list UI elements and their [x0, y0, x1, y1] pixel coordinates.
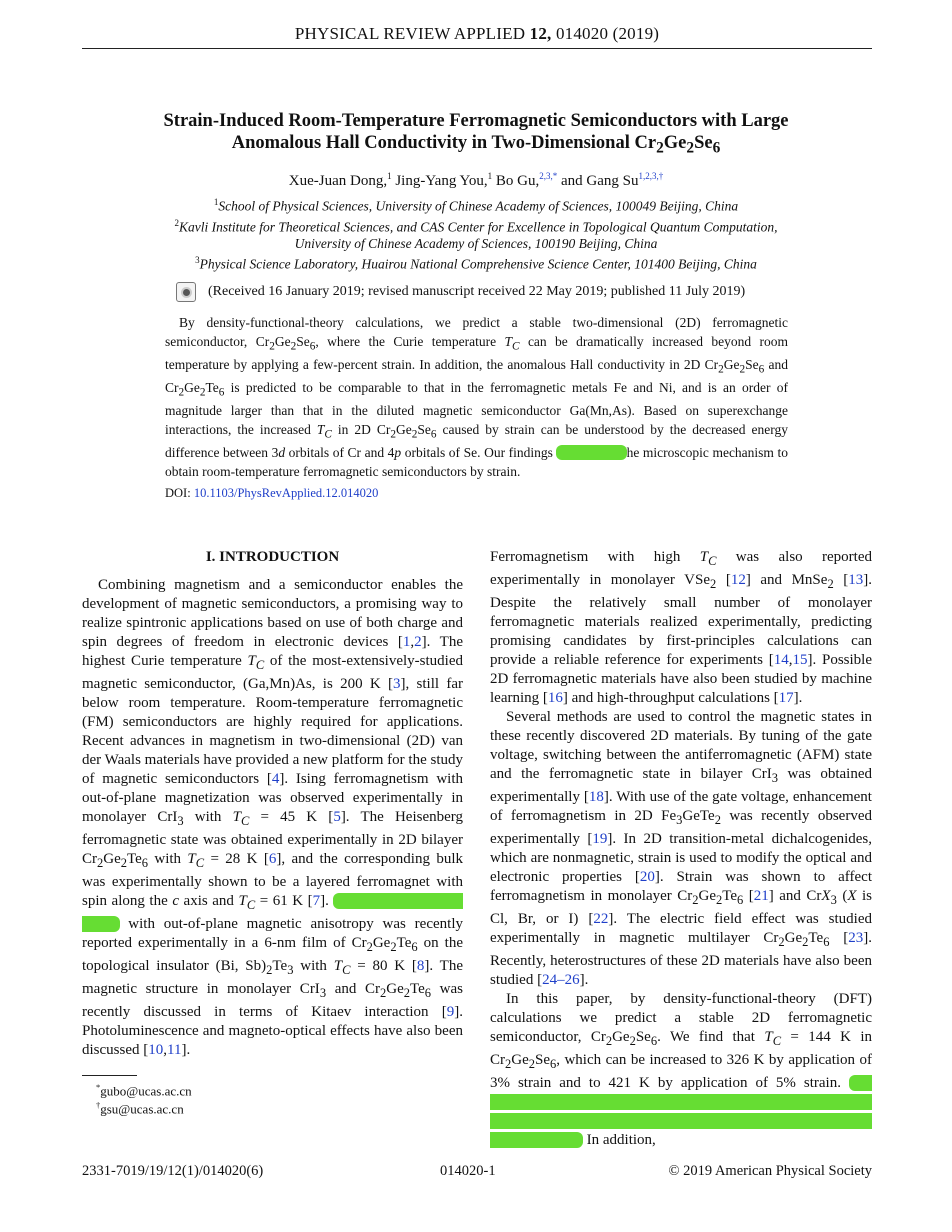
author-name: Jing-Yang You, [395, 173, 488, 189]
volume: 12, [529, 24, 552, 43]
affiliation-2: $^2$Kavli Institute for Theoretical Sciences, and CAS Center for Excellence in Topological Quantum Computation, University of Chinese Academy of Sciences, 100190 Beijing, China [174, 218, 778, 251]
author-list: Xue-Juan Dong,$^1$ Jing-Yang You,$^1$ Bo Gu,$^{2,3,*}$ and Gang Su$^{1,2,3,\dagger}$ [288, 171, 664, 189]
affiliation-3: $^3$Physical Science Laboratory, Huairou National Comprehensive Science Center, 101400 Beijing, China [195, 255, 757, 272]
journal-name: PHYSICAL REVIEW APPLIED [294, 24, 526, 43]
doi: DOI: 10.1103/PhysRevApplied.12.014020 [165, 486, 379, 500]
running-header [82, 24, 872, 44]
citation-link[interactable]: 3 [393, 676, 401, 692]
corresponding-mark[interactable]: 1,2,3,† [638, 171, 664, 181]
citation-link[interactable]: 14 [773, 652, 789, 668]
citation-link[interactable]: 23 [848, 930, 864, 946]
redaction-highlight [556, 445, 626, 460]
paragraph: Several methods are used to control the magnetic states in these recently discovered 2D materials. By tuning of the gate voltage, switching between the antiferromagnetic (AFM) state and the ferromagnetic state in bilayer CrI$_3$ was obtained experimentally [18]. With use of the gate voltage, enhancement of ferromagnetism in 2D $Fe_3GeTe_2$ was recently observed experimentally [19]. In 2D transition-metal dichalcogenides, which are nonmagnetic, strain is used to modify the optical and electronic properties [20]. Strain was shown to affect ferromagnetism in monolayer $Cr_2Ge_2Te_6$ [21] and CrX$_3$ (X is Cl, Br, or I) [22]. The electric field effect was studied experimentally in magnetic multilayer $Cr_2Ge_2Te_6$ [23]. Recently, heterostructures of these 2D materials have also been studied [24–26]. [490, 709, 873, 988]
page-number: 014020-1 [440, 1163, 496, 1179]
paper-title [110, 110, 842, 160]
citation-link[interactable]: 18 [588, 789, 604, 805]
section-heading: I. INTRODUCTION [205, 549, 340, 565]
title-line-1: Strain-Induced Room-Temperature Ferromagnetic Semiconductors with Large [163, 111, 789, 131]
footnote-rule [82, 1075, 137, 1076]
citation-link[interactable]: 11 [167, 1042, 182, 1058]
citation-link[interactable]: 20 [639, 869, 655, 885]
citation-link[interactable]: 8 [416, 958, 425, 974]
citation-link[interactable]: 10 [148, 1042, 164, 1058]
citation-link[interactable]: 7 [312, 893, 321, 909]
left-column [82, 548, 463, 1060]
citation-link[interactable]: 16 [547, 690, 563, 706]
citation-link[interactable]: 17 [778, 690, 794, 706]
citation-link[interactable]: 9 [446, 1004, 455, 1020]
author-name: Xue-Juan Dong, [288, 173, 388, 189]
paragraph: In this paper, by density-functional-theory (DFT) calculations we predict a stable 2D ferromagnetic semiconductor, $Cr_2Ge_2Se_6$. We find that $T_C = 144$ K in $Cr_2Ge_2Se_6$, which can be increased to 326 K by application of 3% strain and to 421 K by application of 5% strain. In addition, [490, 991, 872, 1148]
citation-link[interactable]: 2 [414, 634, 422, 650]
citation-link[interactable]: 5 [333, 809, 341, 825]
citation-link[interactable]: 24–26 [542, 972, 580, 988]
paragraph: Combining magnetism and a semiconductor enables the development of magnetic semiconductors, a promising way to realize spintronic applications based on use of both charge and spin degrees of freedom in electronic devices [1,2]. The highest Curie temperature $T_C$ of the most-extensively-studied magnetic semiconductor, (Ga,Mn)As, is 200 K [3], still far below room temperature. Room-temperature ferromagnetic (FM) semiconductors are highly required for applications. Recent advances in magnetism in two-dimensional (2D) van der Waals materials have provided a new platform for the study of magnetic semiconductors [4]. Ising ferromagnetism with out-of-plane magnetization was observed experimentally in monolayer CrI$_3$ with $T_C = 45$ K [5]. The Heisenberg ferromagnetic state was obtained experimentally in 2D bilayer $Cr_2Ge_2Te_6$ with $T_C = 28$ K [6], and the corresponding bulk was experimentally shown to be a layered ferromagnet with spin along the c axis and $T_C = 61$ K [7]. with out-of-plane magnetic anisotropy was recently reported experimentally in a 6-nm film of $Cr_2Ge_2Te_6$ on the topological insulator (Bi, $Sb)_2Te_3$ with $T_C = 80$ K [8]. The magnetic structure in monolayer CrI$_3$ and $Cr_2Ge_2Te_6$ was recently discussed in terms of Kitaev interaction [9]. Photoluminescence and magneto-optical effects have also been discussed [10,11]. [82, 577, 464, 1058]
citation-link[interactable]: 21 [753, 888, 769, 904]
citation-link[interactable]: 6 [268, 851, 277, 867]
header-rule [82, 48, 872, 49]
citation-link[interactable]: 15 [792, 652, 808, 668]
affiliation-1: $^1$School of Physical Sciences, University of Chinese Academy of Sciences, 100049 Beijing, China [213, 197, 739, 214]
footnote-email: †gsu@ucas.ac.cn [96, 1100, 184, 1117]
doi-link[interactable]: 10.1103/PhysRevApplied.12.014020 [193, 486, 379, 500]
copyright: © 2019 American Physical Society [668, 1163, 872, 1179]
received-dates: (Received 16 January 2019; revised manuscript received 22 May 2019; published 11 July 2019) [176, 282, 796, 302]
citation-link[interactable]: 1 [402, 634, 411, 650]
author-name: Bo Gu, [495, 173, 540, 189]
citation-link[interactable]: 4 [271, 771, 280, 787]
footnote-email: *gubo@ucas.ac.cn [96, 1082, 192, 1099]
citation-link[interactable]: 13 [848, 572, 864, 588]
citation-link[interactable]: 19 [592, 831, 608, 847]
corresponding-mark[interactable]: 2,3,* [539, 171, 558, 181]
citation-link[interactable]: 22 [593, 911, 609, 927]
author-name: Gang Su [586, 173, 639, 189]
right-column [490, 548, 872, 1150]
article-number: 014020 (2019) [555, 24, 660, 43]
footer-issn: 2331-7019/19/12(1)/014020(6) [82, 1163, 264, 1179]
crossmark-icon[interactable] [176, 282, 196, 302]
abstract: By density-functional-theory calculations, we predict a stable two-dimensional (2D) ferromagnetic semiconductor, $Cr_2Ge_2Se_6$, where the Curie temperature $T_C$ can be dramatically increased beyond room temperature by applying a few-percent strain. In addition, the anomalous Hall conductivity in 2D $Cr_2Ge_2Se_6$ and $Cr_2Ge_2Te_6$ is predicted to be comparable to that in the ferromagnetic metals Fe and Ni, and is an order of magnitude larger than that in the diluted magnetic semiconductor Ga(Mn,As). Based on superexchange interactions, the increased $T_C$ in 2D $Cr_2Ge_2Se_6$ caused by strain can be understood by the decreased energy difference between 3d orbitals of Cr and 4p orbitals of Se. Our findings he microscopic mechanism to obtain room-temperature ferromagnetic semiconductors by strain. [165, 315, 789, 479]
citation-link[interactable]: 12 [730, 572, 746, 588]
title-line-2: Anomalous Hall Conductivity in Two-Dimensional $Cr_2Ge_2Se_6$ [231, 133, 721, 157]
paragraph: Ferromagnetism with high $T_C$ was also reported experimentally in monolayer VSe$_2$ [12] and MnSe$_2$ [13]. Despite the relatively small number of monolayer ferromagnetic materials realized experimentally, predicting promising candidates by first-principles calculations can provide a reliable reference for experiments [14,15]. Possible 2D ferromagnetic materials have also been studied by machine learning [16] and high-throughput calculations [17]. [490, 549, 872, 706]
